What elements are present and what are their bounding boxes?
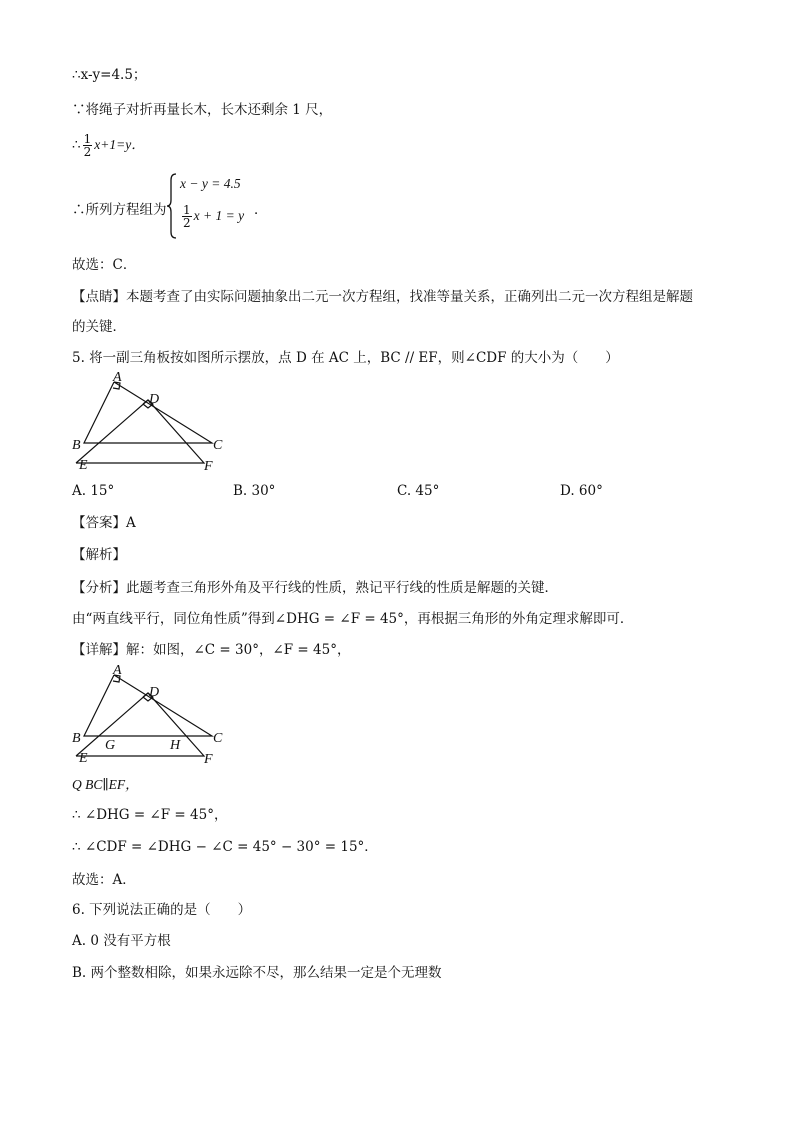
- system-fraction: [182, 204, 192, 229]
- label-f: F: [204, 752, 213, 767]
- choice-d[interactable]: D. 60°: [560, 483, 603, 499]
- question-6-option-b: B. 两个整数相除，如果永远除不尽，那么结果一定是个无理数: [72, 965, 442, 981]
- comment-line-2: 的关键．: [72, 319, 126, 335]
- question-6: 6. 下列说法正确的是（ ）: [72, 902, 252, 918]
- reason-line: 由“两直线平行，同位角性质”得到∠DHG = ∠F = 45°，再根据三角形的外角定理求解即可．: [72, 611, 634, 627]
- label-c: C: [213, 438, 223, 453]
- comment-line-1: 【点睛】本题考查了由实际问题抽象出二元一次方程组，找准等量关系，正确列出二元一次方程组是解题: [72, 289, 693, 305]
- label-e: E: [79, 458, 88, 473]
- label-f: F: [204, 459, 213, 474]
- answer-a-line: 故选：A．: [72, 872, 136, 888]
- fenxi-line: 【分析】此题考查三角形外角及平行线的性质，熟记平行线的性质是解题的关键．: [72, 580, 558, 596]
- step-angle-cdf: ∴ ∠CDF = ∠DHG − ∠C = 45° − 30° = 15°．: [72, 839, 378, 855]
- therefore-sign: ∴: [72, 137, 81, 153]
- system-end-dot: ．: [254, 202, 268, 218]
- system-label: ∴所列方程组为: [72, 202, 167, 218]
- fraction-denominator: 2: [83, 145, 92, 159]
- answer-c-line: 故选：C．: [72, 257, 137, 273]
- line-x-minus-y: ∴x-y=4.5；: [72, 67, 147, 83]
- label-e: E: [79, 751, 88, 766]
- answer-label: 【答案】A: [72, 515, 136, 531]
- label-d: D: [149, 392, 160, 407]
- choice-b[interactable]: B. 30°: [233, 483, 276, 499]
- question-6-option-a: A. 0 没有平方根: [72, 933, 171, 949]
- line-half-x-equation: [72, 131, 145, 159]
- label-d: D: [149, 685, 160, 700]
- label-b: B: [72, 438, 81, 453]
- system-equation-1: x − y = 4.5: [180, 176, 241, 191]
- step-parallel: Q BC∥EF，: [72, 777, 139, 792]
- label-h: H: [170, 738, 181, 753]
- system-equation-2-rest: x + 1 = y: [193, 208, 245, 223]
- choice-a[interactable]: A. 15°: [72, 483, 115, 499]
- system-fraction-denominator: 2: [183, 216, 191, 230]
- label-a: A: [113, 372, 122, 385]
- fraction-numerator: 1: [83, 132, 92, 146]
- triangle-figure-2: [72, 665, 232, 769]
- fraction-half: [83, 133, 93, 158]
- analysis-label: 【解析】: [72, 547, 126, 563]
- choice-c[interactable]: C. 45°: [397, 483, 440, 499]
- step-angle-dhg: ∴ ∠DHG = ∠F = 45°，: [72, 807, 228, 823]
- answer-choices: [72, 483, 732, 501]
- left-brace-icon: [166, 172, 178, 240]
- label-b: B: [72, 731, 81, 746]
- detail-line: 【详解】解：如图，∠C = 30°，∠F = 45°，: [72, 642, 351, 658]
- label-a: A: [113, 665, 122, 678]
- triangle-figure-1: [72, 372, 232, 476]
- equation-rest: x+1=y．: [94, 137, 145, 152]
- system-fraction-numerator: 1: [183, 203, 191, 217]
- label-g: G: [105, 738, 116, 753]
- system-equation-2: [180, 204, 244, 229]
- label-c: C: [213, 731, 223, 746]
- question-5: 5. 将一副三角板按如图所示摆放，点 D 在 AC 上，BC // EF，则∠CDF 的大小为（ ）: [72, 350, 619, 366]
- line-fold-rope: ∵将绳子对折再量长木，长木还剩余 1 尺，: [72, 102, 333, 118]
